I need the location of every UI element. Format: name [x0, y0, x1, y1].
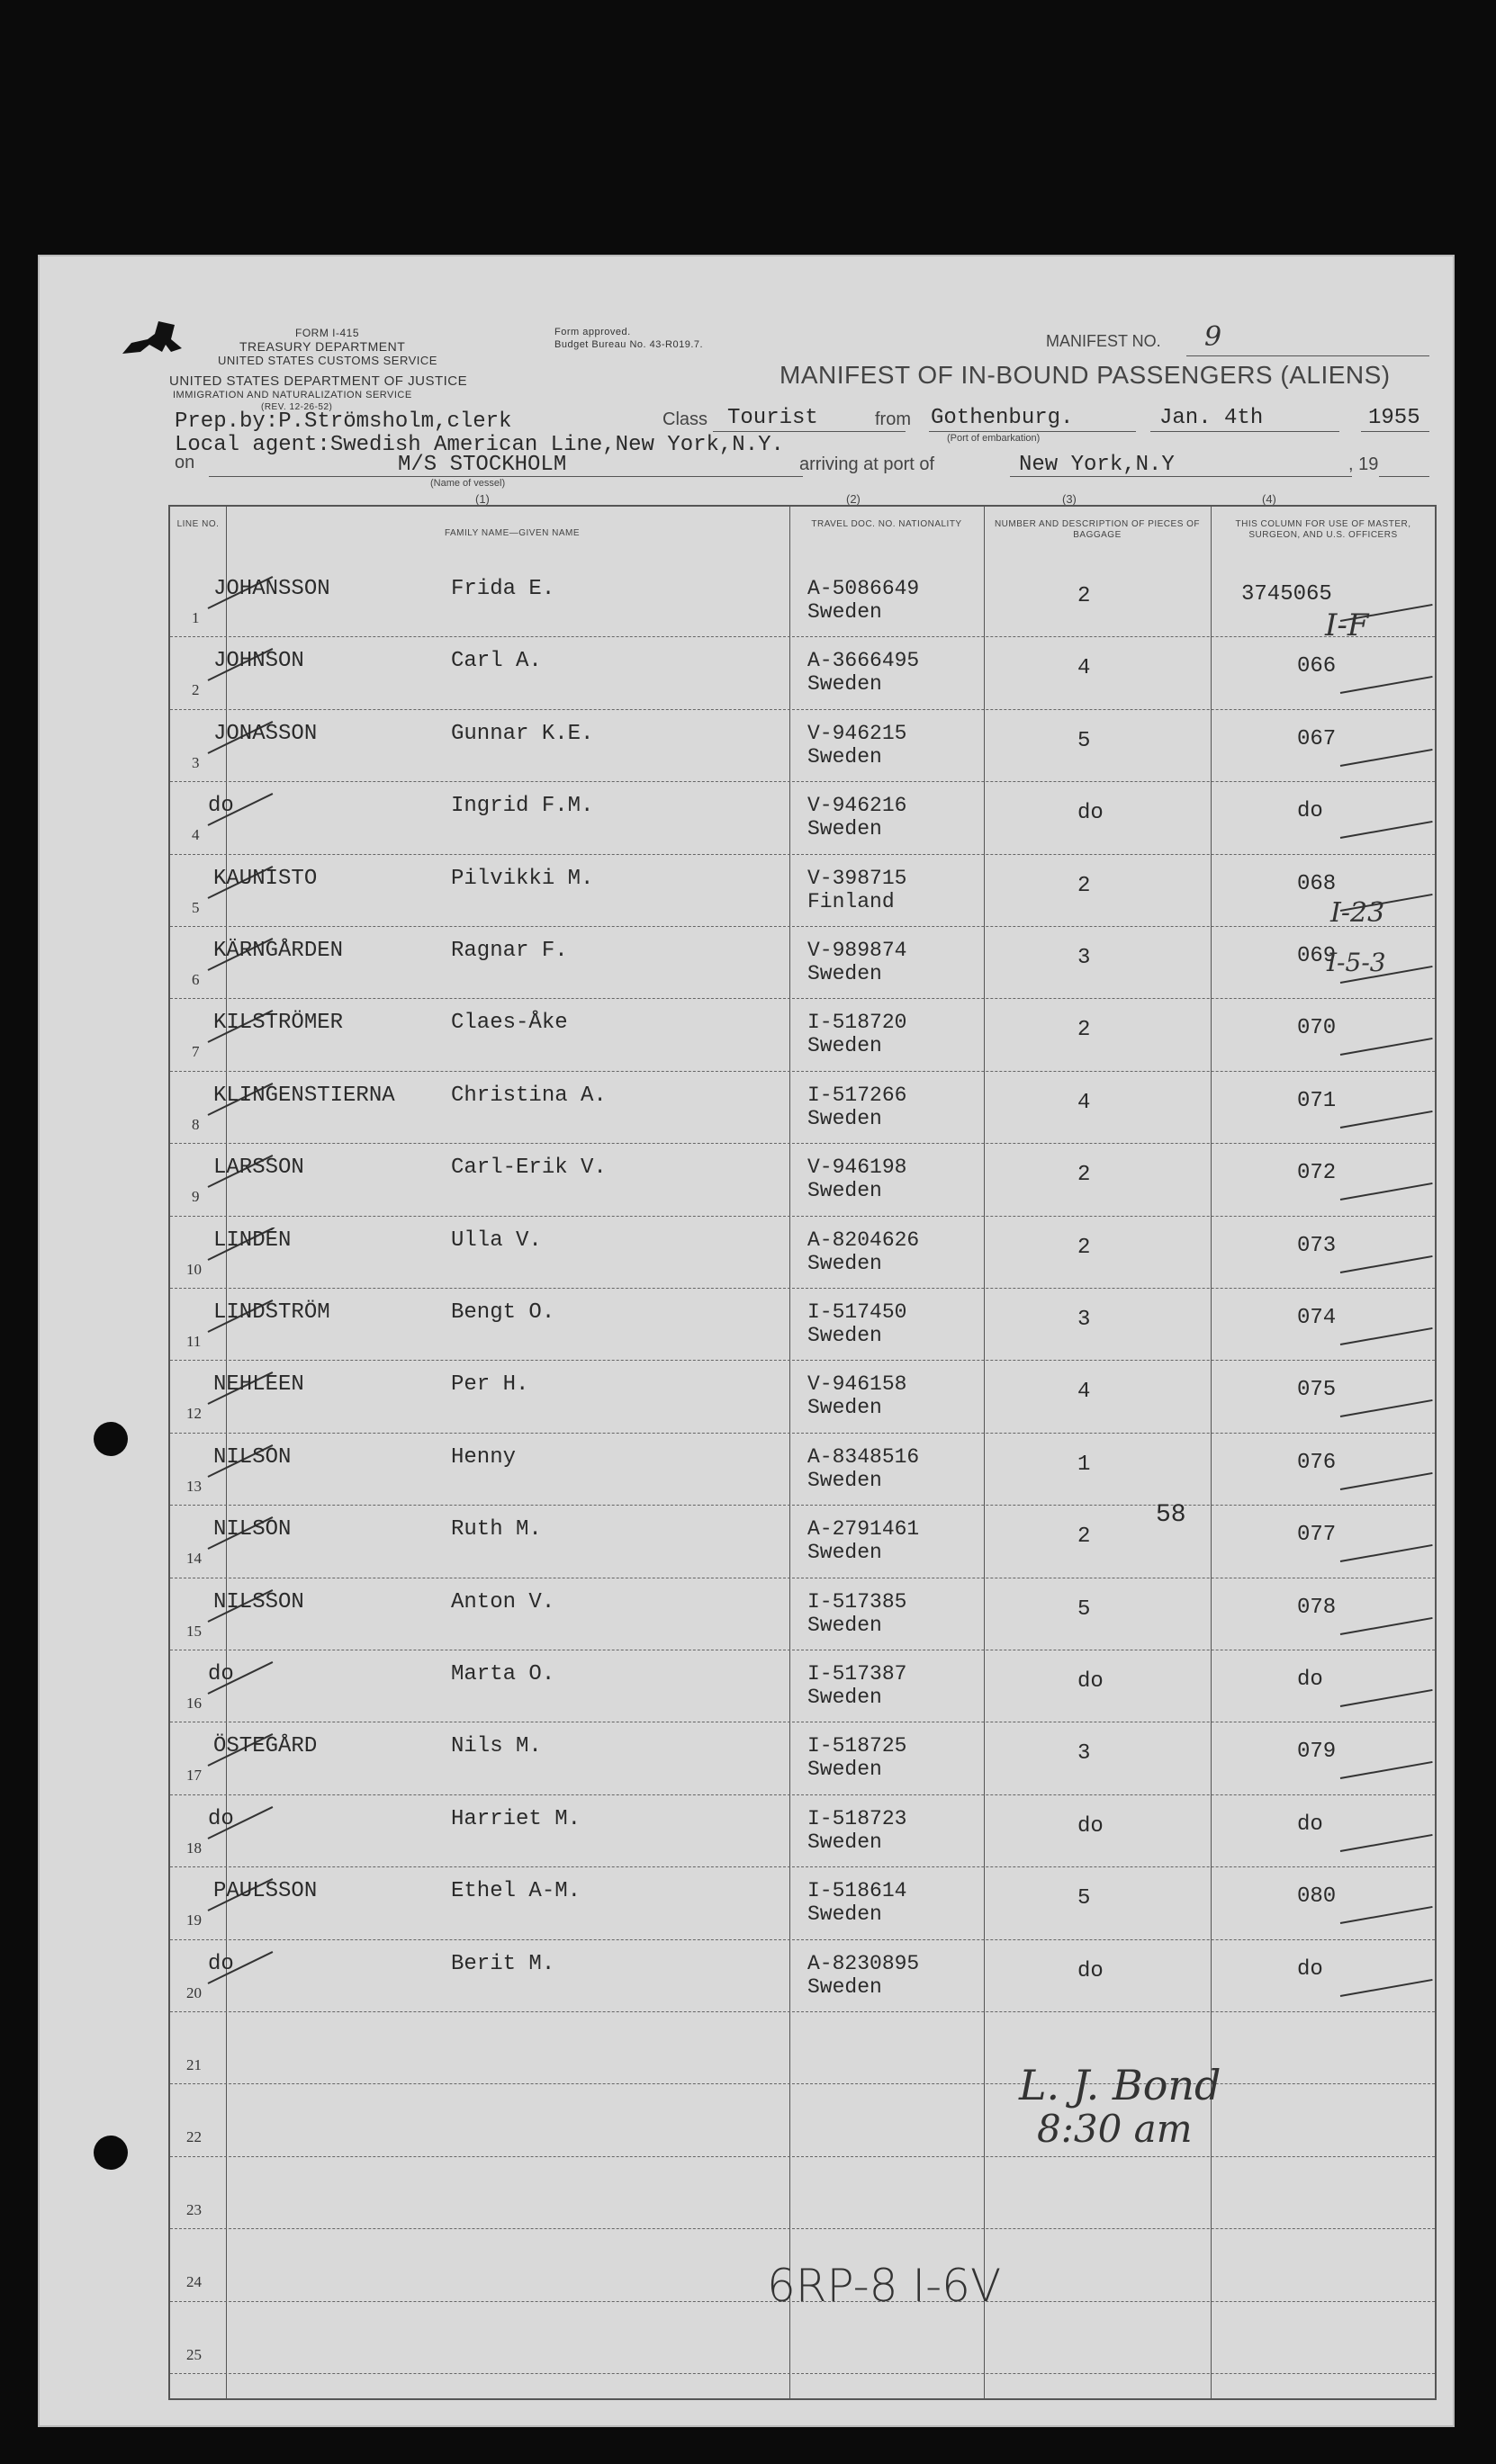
- vessel-caption: (Name of vessel): [430, 478, 506, 489]
- local-agent: Local agent:Swedish American Line,New York,N.Y.: [175, 433, 784, 457]
- travel-doc-no: I-517387: [807, 1662, 907, 1686]
- nationality: Sweden: [807, 1974, 882, 1999]
- year-underline: [1361, 431, 1429, 432]
- ins-label: IMMIGRATION AND NATURALIZATION SERVICE: [173, 390, 412, 400]
- check-mark: [1340, 1979, 1433, 1997]
- row-divider: [170, 2228, 1435, 2229]
- baggage-count: 2: [1077, 1524, 1091, 1550]
- baggage-count: 4: [1077, 656, 1091, 681]
- vessel-name: M/S STOCKHOLM: [398, 453, 567, 477]
- line-number: 5: [192, 898, 200, 916]
- travel-doc-no: V-946158: [807, 1372, 907, 1397]
- family-name: NEHLEEN: [213, 1372, 304, 1398]
- given-name: Anton V.: [451, 1589, 555, 1614]
- travel-doc-no: A-2791461: [807, 1517, 920, 1542]
- check-mark: [1340, 1255, 1433, 1273]
- check-mark: [1340, 1183, 1433, 1201]
- line-number: 14: [186, 1550, 202, 1568]
- family-name: LINDÉN: [213, 1228, 292, 1253]
- official-use-no: 066: [1297, 654, 1337, 679]
- given-name: Carl-Erik V.: [451, 1156, 607, 1181]
- travel-doc-no: A-8204626: [807, 1228, 920, 1252]
- header-baggage: NUMBER AND DESCRIPTION OF PIECES OF BAGGAGE: [994, 519, 1201, 540]
- row-divider: [170, 1505, 1435, 1506]
- nationality: Sweden: [807, 817, 882, 841]
- check-mark: [1340, 1399, 1433, 1417]
- family-name: ÖSTEGÅRD: [213, 1734, 318, 1759]
- row-divider: [170, 1433, 1435, 1434]
- margin-note-row-1: I-F: [1325, 607, 1369, 643]
- date-underline: [1150, 431, 1339, 432]
- treasury-label: TREASURY DEPARTMENT: [239, 339, 406, 354]
- manifest-title: MANIFEST OF IN-BOUND PASSENGERS (ALIENS): [780, 361, 1391, 389]
- line-number: 3: [192, 753, 200, 771]
- line-number: 10: [186, 1260, 202, 1278]
- official-use-no: do: [1297, 1812, 1323, 1837]
- nationality: Sweden: [807, 1902, 882, 1927]
- line-number: 8: [192, 1115, 200, 1133]
- official-use-no: 068: [1297, 871, 1337, 896]
- given-name: Nils M.: [451, 1734, 542, 1759]
- inspector-signature: L. J. Bond: [1019, 2061, 1221, 2109]
- baggage-count: 4: [1077, 1090, 1091, 1115]
- official-use-no: 070: [1297, 1016, 1337, 1041]
- baggage-count: do: [1077, 1958, 1104, 1983]
- travel-doc-no: A-5086649: [807, 577, 920, 600]
- manifest-no-underline: [1186, 355, 1429, 356]
- given-name: Bengt O.: [451, 1300, 555, 1325]
- given-name: Ingrid F.M.: [451, 794, 594, 819]
- official-use-no: 076: [1297, 1450, 1337, 1475]
- date-value: Jan. 4th: [1159, 406, 1264, 430]
- col2-number: (2): [846, 492, 861, 506]
- check-mark: [1340, 1617, 1433, 1635]
- check-mark: [1340, 1834, 1433, 1852]
- given-name: Harriet M.: [451, 1806, 581, 1831]
- given-name: Ulla V.: [451, 1228, 542, 1253]
- baggage-count: 2: [1077, 873, 1091, 898]
- travel-doc-no: I-518720: [807, 1011, 907, 1035]
- given-name: Marta O.: [451, 1662, 555, 1686]
- line-number: 19: [186, 1911, 202, 1929]
- from-value: Gothenburg.: [931, 406, 1074, 430]
- given-name: Carl A.: [451, 649, 542, 674]
- row-divider: [170, 854, 1435, 855]
- row-divider: [170, 1866, 1435, 1867]
- family-name: do: [208, 1951, 234, 1976]
- from-label: from: [875, 409, 911, 429]
- line-number: 22: [186, 2128, 202, 2146]
- official-use-no: do: [1297, 1956, 1323, 1982]
- row-divider: [170, 1288, 1435, 1289]
- col4-number: (4): [1262, 492, 1276, 506]
- check-mark: [1340, 1689, 1433, 1707]
- justice-label: UNITED STATES DEPARTMENT OF JUSTICE: [169, 373, 468, 389]
- budget-bureau: Budget Bureau No. 43-R019.7.: [554, 339, 704, 350]
- check-mark: [1340, 821, 1433, 839]
- nationality: Sweden: [807, 1613, 882, 1637]
- form-number: FORM I-415: [295, 327, 360, 339]
- row-divider: [170, 2156, 1435, 2157]
- given-name: Henny: [451, 1444, 517, 1470]
- passenger-table: [168, 505, 1437, 2400]
- signature-time: 8:30 am: [1037, 2107, 1193, 2151]
- official-use-no: 073: [1297, 1233, 1337, 1258]
- nationality: Sweden: [807, 1251, 882, 1275]
- official-use-no: do: [1297, 1668, 1323, 1692]
- given-name: Ruth M.: [451, 1517, 542, 1542]
- arriving-label: arriving at port of: [799, 454, 935, 474]
- form-approved: Form approved.: [554, 327, 631, 337]
- class-value: Tourist: [727, 406, 818, 430]
- travel-doc-no: V-946215: [807, 721, 907, 745]
- row-divider: [170, 1071, 1435, 1072]
- family-name: KAUNISTO: [213, 866, 318, 891]
- check-mark: [1340, 676, 1433, 694]
- line-number: 16: [186, 1695, 202, 1712]
- line-number: 18: [186, 1839, 202, 1857]
- nationality: Sweden: [807, 962, 882, 985]
- vessel-underline: [209, 476, 803, 477]
- arrival-year-label: , 19: [1348, 454, 1379, 474]
- header-name: FAMILY NAME—GIVEN NAME: [444, 528, 581, 538]
- nationality: Sweden: [807, 744, 882, 769]
- customs-label: UNITED STATES CUSTOMS SERVICE: [218, 354, 437, 367]
- nationality: Sweden: [807, 600, 882, 624]
- official-use-no: 069: [1297, 944, 1337, 968]
- baggage-count: do: [1077, 1669, 1104, 1694]
- row-divider: [170, 2083, 1435, 2084]
- row-divider: [170, 1143, 1435, 1144]
- travel-doc-no: I-517266: [807, 1083, 907, 1107]
- official-use-no: 067: [1297, 726, 1337, 751]
- nationality: Sweden: [807, 1758, 882, 1782]
- margin-note-row-5: I-23: [1330, 897, 1385, 929]
- official-use-no: 079: [1297, 1740, 1337, 1765]
- travel-doc-no: A-3666495: [807, 649, 920, 673]
- col1-number: (1): [475, 492, 490, 506]
- travel-doc-no: V-946198: [807, 1156, 907, 1180]
- given-name: Pilvikki M.: [451, 866, 594, 891]
- nationality: Sweden: [807, 1324, 882, 1347]
- line-number: 23: [186, 2200, 202, 2218]
- arriving-port: New York,N.Y: [1019, 453, 1175, 477]
- baggage-count: 3: [1077, 1308, 1091, 1332]
- travel-doc-no: I-518614: [807, 1879, 907, 1903]
- nationality: Sweden: [807, 1106, 882, 1130]
- given-name: Frida E.: [451, 577, 555, 601]
- given-name: Per H.: [451, 1372, 529, 1398]
- family-name: NILSSON: [213, 1589, 304, 1614]
- col-divider: [1211, 507, 1212, 2398]
- line-number: 13: [186, 1477, 202, 1495]
- margin-note-row-6: I-5-3: [1327, 948, 1386, 977]
- manifest-no-label: MANIFEST NO.: [1046, 332, 1161, 350]
- official-use-no: 074: [1297, 1306, 1337, 1330]
- eagle-seal-icon: [122, 321, 200, 372]
- nationality: Sweden: [807, 1034, 882, 1058]
- line-number: 7: [192, 1043, 200, 1061]
- arrival-year-underline: [1379, 476, 1429, 477]
- line-number: 11: [186, 1333, 202, 1350]
- family-name: NILSON: [213, 1517, 292, 1542]
- official-use-no: 072: [1297, 1161, 1337, 1186]
- embarkation-caption: (Port of embarkation): [947, 433, 1041, 444]
- nationality: Sweden: [807, 1468, 882, 1492]
- check-mark: [1340, 1327, 1433, 1345]
- group-note: 6RP-8 I-6V: [767, 2260, 1002, 2312]
- family-name: do: [208, 794, 234, 819]
- row-divider: [170, 1216, 1435, 1217]
- year-value: 1955: [1368, 406, 1420, 430]
- family-name: KÄRNGÅRDEN: [213, 939, 344, 963]
- travel-doc-no: V-398715: [807, 866, 907, 890]
- family-name: do: [208, 1806, 234, 1831]
- col-divider: [984, 507, 985, 2398]
- rev-label: (REV. 12-26-52): [261, 402, 333, 412]
- check-mark: [1340, 1472, 1433, 1490]
- family-name: PAULSSON: [213, 1879, 318, 1904]
- line-number: 24: [186, 2273, 202, 2291]
- family-name: JONASSON: [213, 721, 318, 746]
- check-mark: [1340, 1544, 1433, 1562]
- baggage-count: 2: [1077, 1018, 1091, 1043]
- official-use-no: 078: [1297, 1595, 1337, 1620]
- nationality: Sweden: [807, 1541, 882, 1565]
- row-divider: [170, 926, 1435, 927]
- travel-doc-no: A-8348516: [807, 1444, 920, 1469]
- nationality: Sweden: [807, 1396, 882, 1420]
- check-mark: [1340, 1111, 1433, 1129]
- baggage-total: 58: [1156, 1501, 1186, 1529]
- travel-doc-no: I-517450: [807, 1300, 907, 1324]
- class-underline: [713, 431, 906, 432]
- given-name: Christina A.: [451, 1083, 607, 1108]
- check-mark: [1340, 1038, 1433, 1056]
- manifest-no-value: 9: [1204, 321, 1222, 353]
- family-name: JOHNSON: [213, 649, 304, 674]
- nationality: Sweden: [807, 672, 882, 697]
- official-use-no: 080: [1297, 1884, 1337, 1910]
- baggage-count: 2: [1077, 1163, 1091, 1188]
- check-mark: [1340, 1761, 1433, 1779]
- travel-doc-no: I-518725: [807, 1734, 907, 1758]
- punch-hole: [94, 2136, 128, 2170]
- family-name: JOHANSSON: [213, 577, 330, 601]
- header-line-no: LINE NO.: [176, 519, 220, 529]
- nationality: Sweden: [807, 1179, 882, 1203]
- baggage-count: 2: [1077, 1235, 1091, 1260]
- line-number: 4: [192, 826, 200, 844]
- line-number: 1: [192, 609, 200, 626]
- row-divider: [170, 636, 1435, 637]
- line-number: 9: [192, 1188, 200, 1206]
- baggage-count: 2: [1077, 584, 1091, 608]
- port-underline: [1010, 476, 1352, 477]
- row-divider: [170, 1939, 1435, 1940]
- baggage-count: do: [1077, 801, 1104, 826]
- row-divider: [170, 2011, 1435, 2012]
- line-number: 6: [192, 971, 200, 988]
- baggage-count: 3: [1077, 946, 1091, 970]
- class-label: Class: [662, 409, 708, 429]
- family-name: LARSSON: [213, 1156, 304, 1181]
- from-underline: [929, 431, 1136, 432]
- official-use-no: 077: [1297, 1523, 1337, 1548]
- given-name: Berit M.: [451, 1951, 555, 1976]
- row-divider: [170, 998, 1435, 999]
- official-use-no: 075: [1297, 1378, 1337, 1403]
- row-divider: [170, 781, 1435, 782]
- manifest-page: [38, 255, 1455, 2427]
- header-travel-doc: TRAVEL DOC. NO. NATIONALITY: [811, 519, 962, 529]
- row-divider: [170, 1360, 1435, 1361]
- baggage-count: 5: [1077, 1886, 1091, 1911]
- nationality: Sweden: [807, 1830, 882, 1854]
- family-name: do: [208, 1662, 234, 1686]
- line-number: 2: [192, 681, 200, 699]
- family-name: KILSTRÖMER: [213, 1011, 344, 1036]
- family-name: LINDSTRÖM: [213, 1300, 330, 1325]
- family-name: KLINGENSTIERNA: [213, 1083, 395, 1108]
- on-label: on: [175, 453, 195, 472]
- official-use-no: do: [1297, 799, 1323, 824]
- header-officers: THIS COLUMN FOR USE OF MASTER, SURGEON, AND U.S. OFFICERS: [1235, 519, 1411, 540]
- baggage-count: 4: [1077, 1380, 1091, 1405]
- given-name: Ethel A-M.: [451, 1879, 581, 1904]
- prepared-by: Prep.by:P.Strömsholm,clerk: [175, 409, 512, 434]
- col-divider: [789, 507, 790, 2398]
- line-number: 25: [186, 2345, 202, 2363]
- punch-hole: [94, 1422, 128, 1456]
- line-number: 15: [186, 1622, 202, 1640]
- baggage-count: do: [1077, 1813, 1104, 1839]
- travel-doc-no: A-8230895: [807, 1951, 920, 1975]
- line-number: 21: [186, 2056, 202, 2073]
- given-name: Claes-Åke: [451, 1011, 568, 1036]
- baggage-count: 5: [1077, 1596, 1091, 1622]
- check-mark: [1340, 1906, 1433, 1924]
- travel-doc-no: I-518723: [807, 1806, 907, 1830]
- travel-doc-no: V-946216: [807, 794, 907, 818]
- line-number: 20: [186, 1983, 202, 2001]
- row-divider: [170, 709, 1435, 710]
- col3-number: (3): [1062, 492, 1077, 506]
- check-mark: [1340, 749, 1433, 767]
- nationality: Sweden: [807, 1686, 882, 1709]
- given-name: Gunnar K.E.: [451, 721, 594, 746]
- travel-doc-no: I-517385: [807, 1589, 907, 1614]
- baggage-count: 3: [1077, 1741, 1091, 1767]
- given-name: Ragnar F.: [451, 939, 568, 963]
- nationality: Finland: [807, 889, 895, 913]
- family-name: NILSON: [213, 1444, 292, 1470]
- line-number: 17: [186, 1767, 202, 1785]
- line-number: 12: [186, 1405, 202, 1423]
- official-use-no: 3745065: [1241, 582, 1332, 607]
- row-divider: [170, 1794, 1435, 1795]
- travel-doc-no: V-989874: [807, 939, 907, 962]
- official-use-no: 071: [1297, 1088, 1337, 1113]
- baggage-count: 1: [1077, 1452, 1091, 1477]
- baggage-count: 5: [1077, 728, 1091, 753]
- row-divider: [170, 2373, 1435, 2374]
